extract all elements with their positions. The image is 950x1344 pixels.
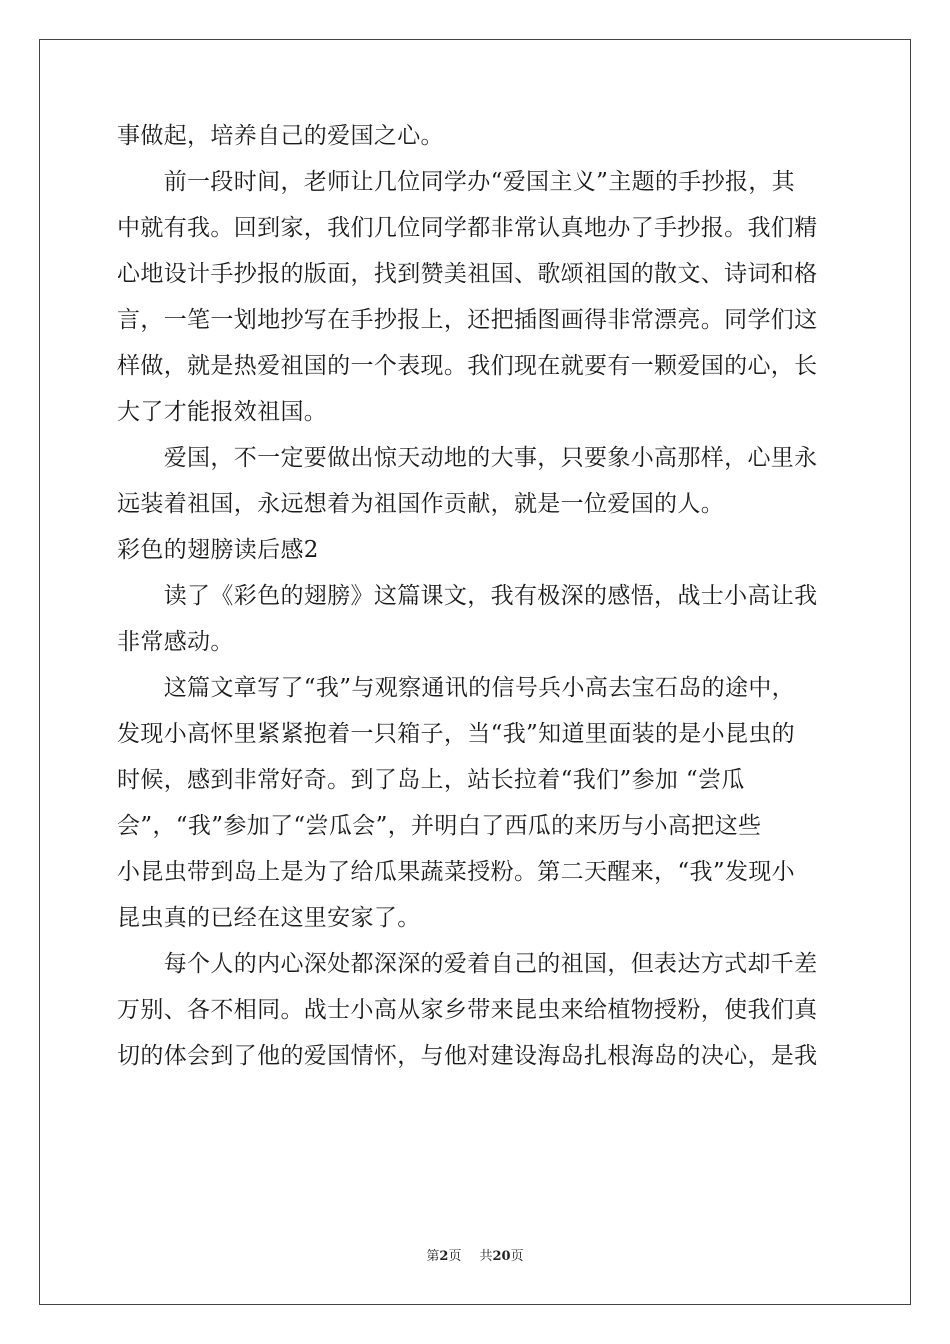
section-heading: 彩色的翅膀读后感2 — [117, 537, 319, 563]
text-line: 这篇文章写了“我”与观察通讯的信号兵小高去宝石岛的途中， — [117, 675, 796, 701]
page-current: 2 — [439, 1249, 449, 1264]
text-line: 大了才能报效祖国。 — [117, 399, 328, 425]
total-suffix: 页 — [510, 1249, 524, 1264]
text-line: 远装着祖国，永远想着为祖国作贡献，就是一位爱国的人。 — [117, 491, 725, 517]
text-line: 心地设计手抄报的版面，找到赞美祖国、歌颂祖国的散文、诗词和格 — [117, 261, 818, 287]
text-line: 切的体会到了他的爱国情怀，与他对建设海岛扎根海岛的决心，是我 — [117, 1043, 818, 1069]
text-line: 样做，就是热爱祖国的一个表现。我们现在就要有一颗爱国的心，长 — [117, 353, 818, 379]
text-line: 事做起，培养自己的爱国之心。 — [117, 123, 444, 149]
page-suffix: 页 — [448, 1249, 462, 1264]
text-line: 万别、各不相同。战士小高从家乡带来昆虫来给植物授粉，使我们真 — [117, 997, 818, 1023]
text-line: 会”，“我”参加了“尝瓜会”，并明白了西瓜的来历与小高把这些 — [117, 813, 762, 839]
text-line: 言，一笔一划地抄写在手抄报上，还把插图画得非常漂亮。同学们这 — [117, 307, 818, 333]
page-total: 20 — [492, 1249, 511, 1264]
text-line: 爱国，不一定要做出惊天动地的大事，只要象小高那样，心里永 — [117, 445, 818, 471]
text-line: 非常感动。 — [117, 629, 234, 655]
text-line: 时候，感到非常好奇。到了岛上，站长拉着“我们”参加 “尝瓜 — [117, 767, 745, 793]
page-prefix: 第 — [426, 1249, 440, 1264]
text-line: 读了《彩色的翅膀》这篇课文，我有极深的感悟，战士小高让我 — [117, 583, 818, 609]
text-line: 中就有我。回到家，我们几位同学都非常认真地办了手抄报。我们精 — [117, 215, 818, 241]
text-line: 每个人的内心深处都深深的爱着自己的祖国，但表达方式却千差 — [117, 951, 818, 977]
text-line: 前一段时间，老师让几位同学办“爱国主义”主题的手抄报，其 — [117, 169, 796, 195]
text-line: 发现小高怀里紧紧抱着一只箱子，当“我”知道里面装的是小昆虫的 — [117, 721, 796, 747]
page-footer — [0, 1248, 950, 1266]
document-body — [117, 120, 833, 1072]
text-line: 昆虫真的已经在这里安家了。 — [117, 905, 421, 931]
total-prefix: 共 — [479, 1249, 493, 1264]
text-line: 小昆虫带到岛上是为了给瓜果蔬菜授粉。第二天醒来，“我”发现小 — [117, 859, 796, 885]
